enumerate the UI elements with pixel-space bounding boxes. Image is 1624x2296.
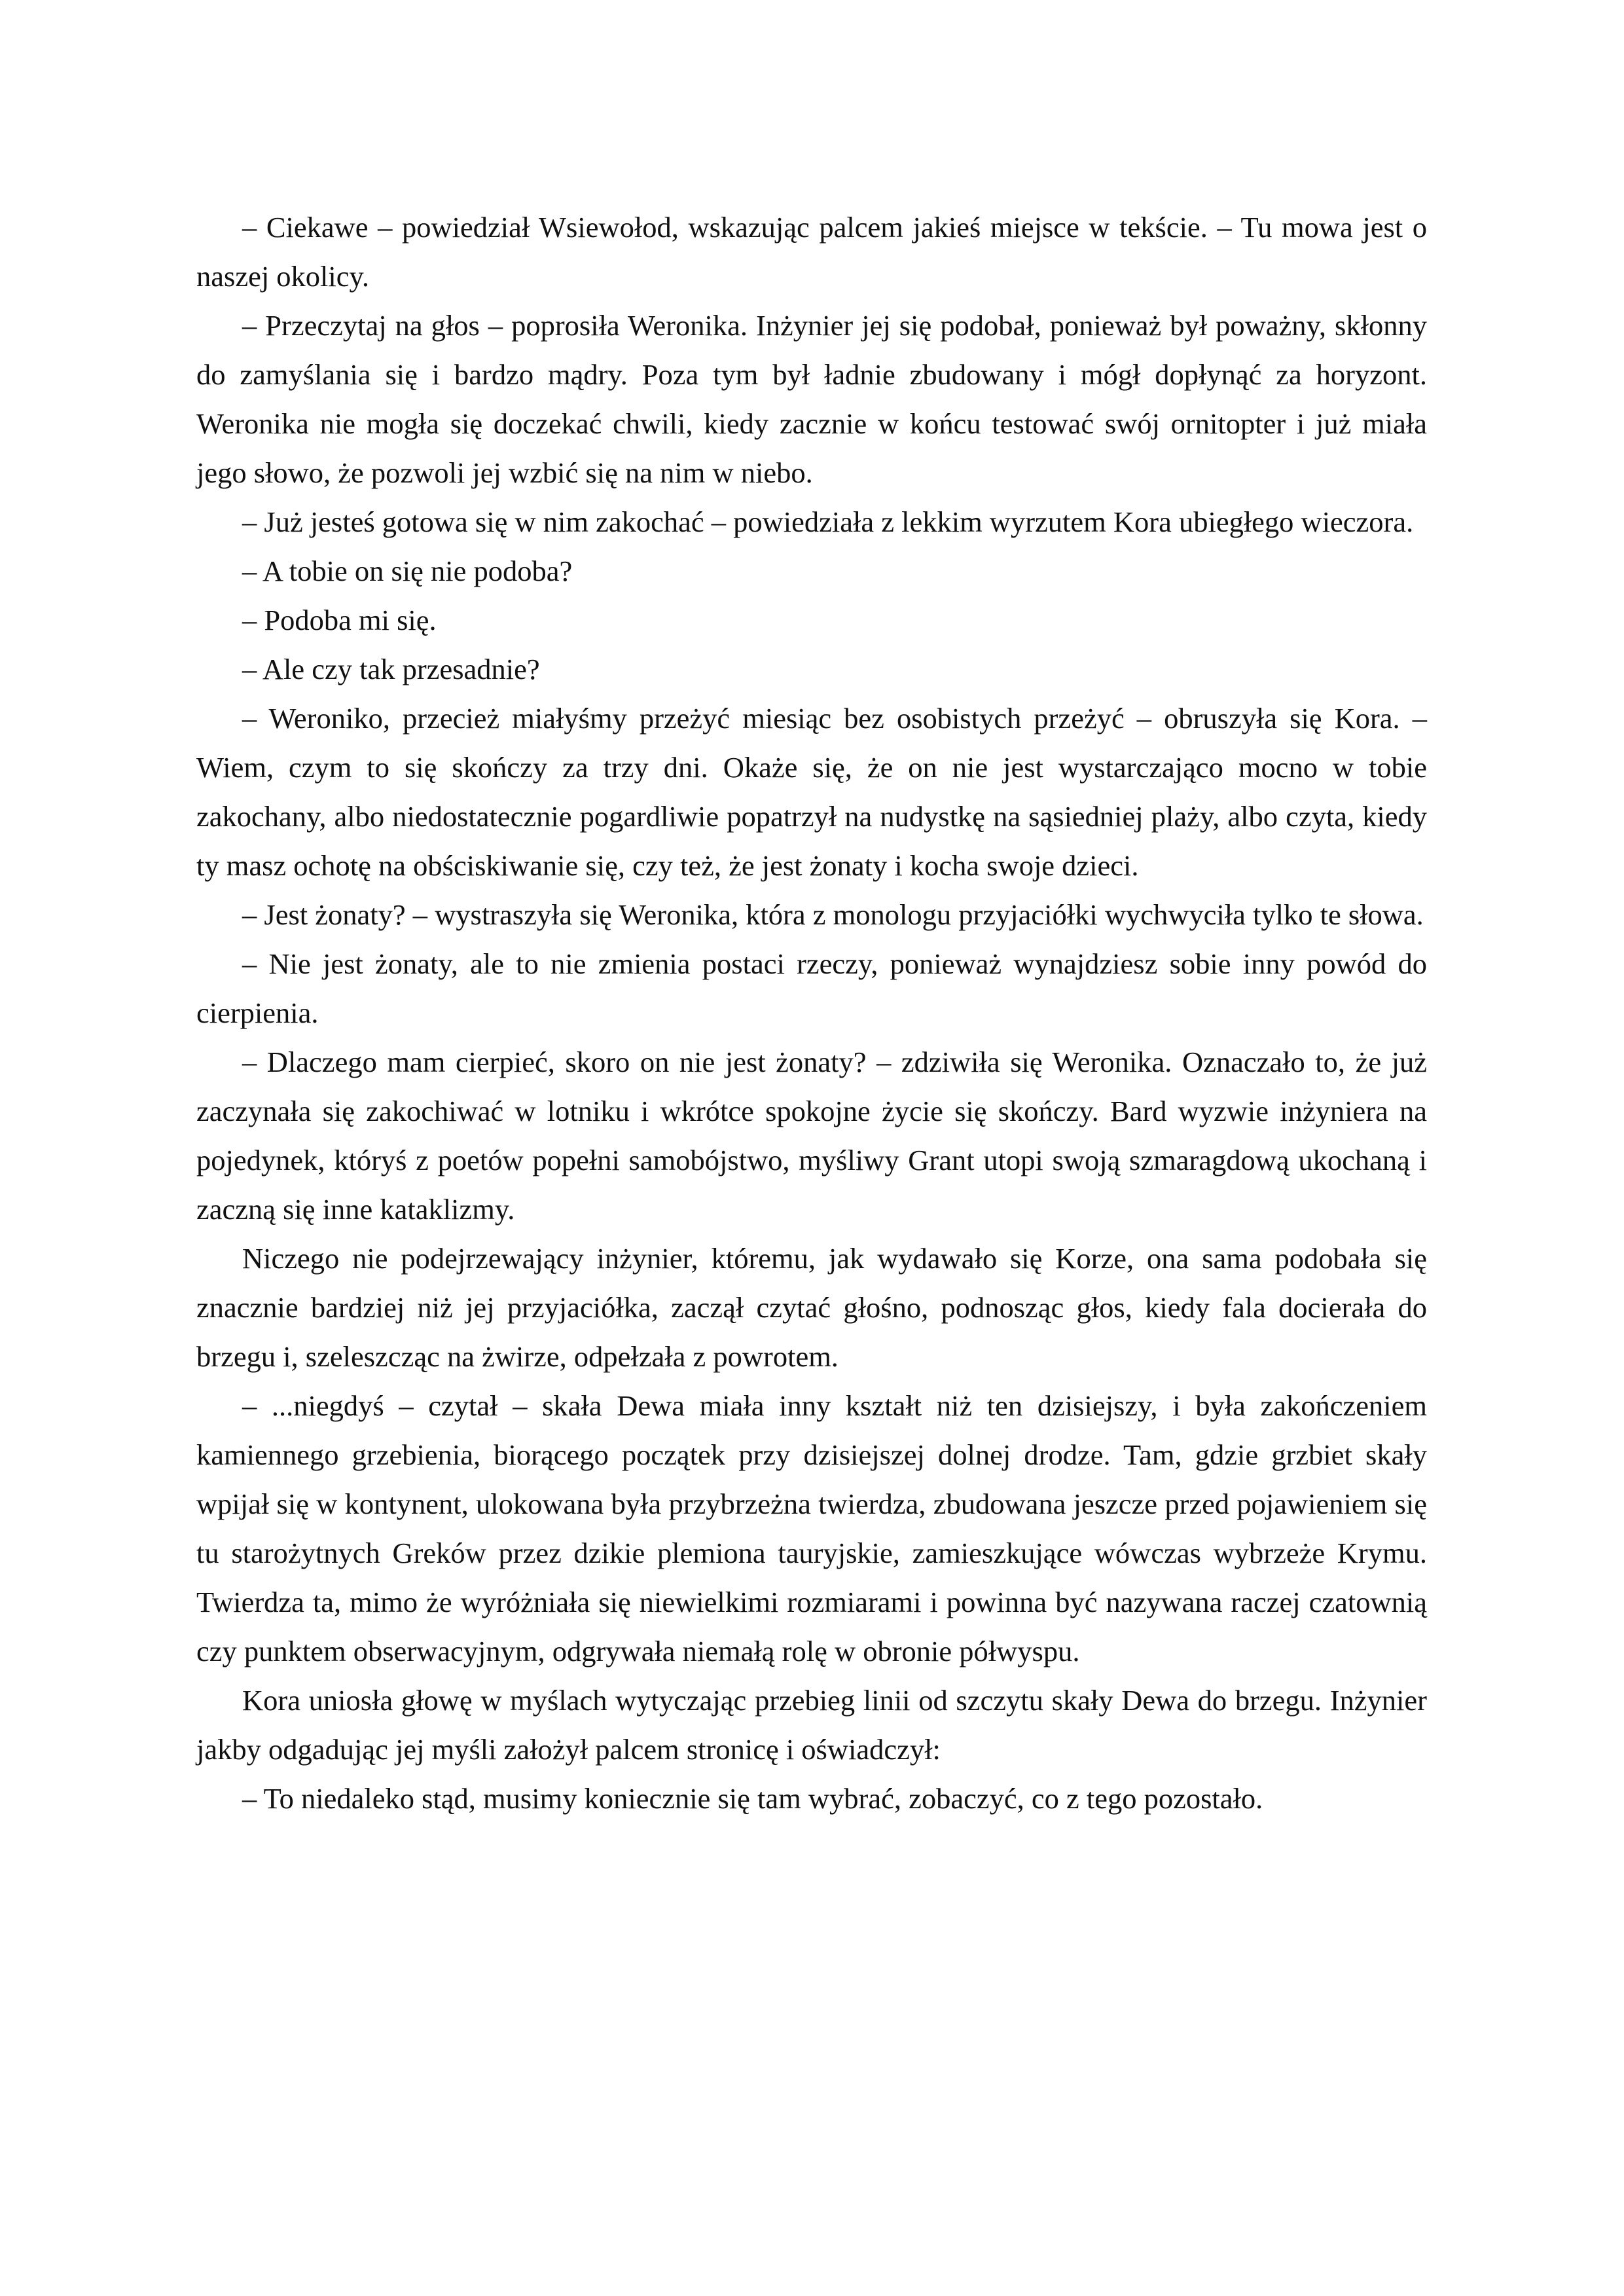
paragraph: – Nie jest żonaty, ale to nie zmienia postaci rzeczy, ponieważ wynajdziesz sobie inny powód do cierpienia. [196,947,1427,1029]
paragraph: – Ale czy tak przesadnie? [242,653,540,685]
paragraph: – Weroniko, przecież miałyśmy przeżyć miesiąc bez osobistych przeżyć – obruszyła się Kora. – Wiem, czym to się skończy za trzy dni. Okaże się, że on nie jest wystarczająco mocno w tobie zakochany, albo niedostatecznie pogardliwie popatrzył na nudystkę na sąsiedniej plaży, albo czyta, kiedy ty masz ochotę na obściskiwanie się, czy też, że jest żonaty i kocha swoje dzieci. [196,702,1427,882]
paragraph: – Ciekawe – powiedział Wsiewołod, wskazując palcem jakieś miejsce w tekście. – Tu mowa jest o naszej okolicy. [196,211,1427,293]
paragraph: – Podoba mi się. [242,604,437,636]
paragraph: – Dlaczego mam cierpieć, skoro on nie jest żonaty? – zdziwiła się Weronika. Oznaczało to, że już zaczynała się zakochiwać w lotniku i wkrótce spokojne życie się skończy. Bard wyzwie inżyniera na pojedynek, któryś z poetów popełni samobójstwo, myśliwy Grant utopi swoją szmaragdową ukochaną i zaczną się inne kataklizmy. [196,1046,1427,1226]
paragraph: – Jest żonaty? – wystraszyła się Weronika, która z monologu przyjaciółki wychwyciła tylko te słowa. [242,898,1424,931]
paragraph: – A tobie on się nie podoba? [242,555,573,587]
text-body [196,203,1427,1823]
paragraph: Niczego nie podejrzewający inżynier, któremu, jak wydawało się Korze, ona sama podobała się znacznie bardziej niż jej przyjaciółka, zaczął czytać głośno, podnosząc głos, kiedy fala docierała do brzegu i, szeleszcząc na żwirze, odpełzała z powrotem. [196,1242,1427,1373]
paragraph: – Już jesteś gotowa się w nim zakochać – powiedziała z lekkim wyrzutem Kora ubiegłego wieczora. [242,505,1414,538]
paragraph: Kora uniosła głowę w myślach wytyczając przebieg linii od szczytu skały Dewa do brzegu. Inżynier jakby odgadując jej myśli założył palcem stronicę i oświadczył: [196,1684,1427,1766]
paragraph: – ...niegdyś – czytał – skała Dewa miała inny kształt niż ten dzisiejszy, i była zakończeniem kamiennego grzebienia, biorącego początek przy dzisiejszej dolnej drodze. Tam, gdzie grzbiet skały wpijał się w kontynent, ulokowana była przybrzeżna twierdza, zbudowana jeszcze przed pojawieniem się tu starożytnych Greków przez dzikie plemiona tauryjskie, zamieszkujące wówczas wybrzeże Krymu. Twierdza ta, mimo że wyróżniała się niewielkimi rozmiarami i powinna być nazywana raczej czatownią czy punktem obserwacyjnym, odgrywała niemałą rolę w obronie półwyspu. [196,1389,1427,1667]
paragraph: – Przeczytaj na głos – poprosiła Weronika. Inżynier jej się podobał, ponieważ był poważny, skłonny do zamyślania się i bardzo mądry. Poza tym był ładnie zbudowany i mógł dopłynąć za horyzont. Weronika nie mogła się doczekać chwili, kiedy zacznie w końcu testować swój ornitopter i już miała jego słowo, że pozwoli jej wzbić się na nim w niebo. [196,309,1427,489]
paragraph: – To niedaleko stąd, musimy koniecznie się tam wybrać, zobaczyć, co z tego pozostało. [242,1782,1263,1815]
